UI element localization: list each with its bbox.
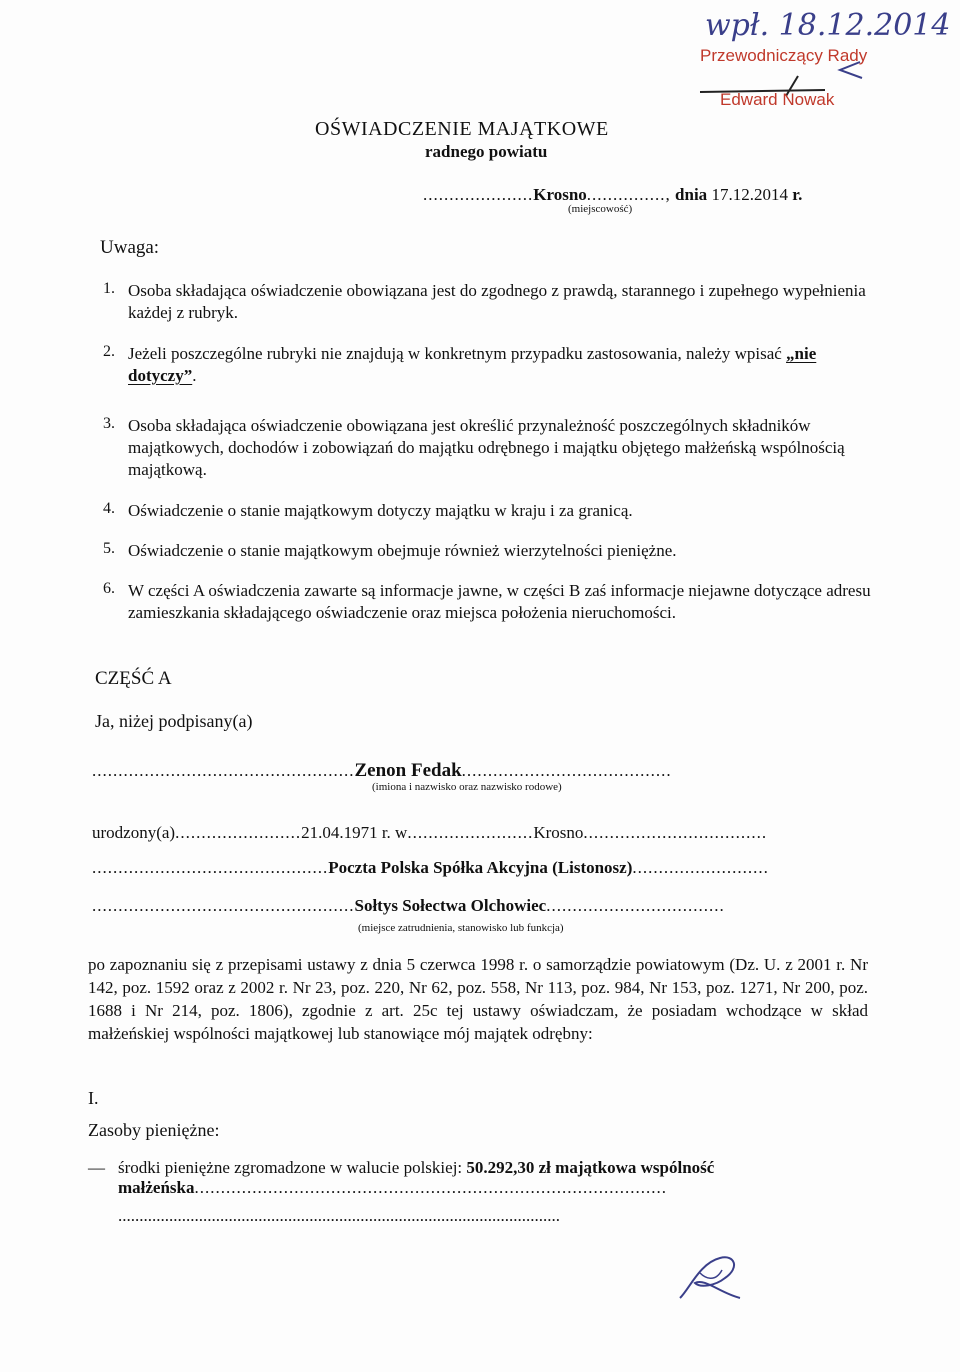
name-caption: (imiona i nazwisko oraz nazwisko rodowe) — [372, 781, 562, 793]
name-line — [92, 760, 672, 782]
born-label: urodzony(a) — [92, 823, 176, 842]
born-dots-2: ........................ — [407, 823, 534, 842]
place-value: Krosno — [533, 185, 587, 204]
date-value: 17.12.2014 — [711, 185, 788, 204]
note-2-text-end: . — [192, 366, 197, 385]
place-dots-after: ..............., — [586, 185, 671, 204]
initials-signature — [670, 1248, 750, 1313]
cash-dots-1: .......................................................................................... — [194, 1178, 667, 1197]
born-dots-3: ................................... — [583, 823, 768, 842]
employer-line — [92, 858, 769, 878]
cash-dots-line: ........................................................................................................ — [118, 1206, 560, 1225]
position-dots-before: .................................................. — [92, 896, 355, 915]
date-prefix: dnia — [675, 185, 708, 204]
place-caption: (miejscowość) — [568, 203, 633, 215]
legal-basis-text: po zapoznaniu się z przepisami ustawy z dnia 5 czerwca 1998 r. o samorządzie powiatowym (Dz. U. z 2001 r. Nr 142, poz. 1592 oraz z 2002 r. Nr 23, poz. 220, Nr 62, poz. 558, Nr 113, poz. 984, Nr 153, poz. 1271, Nr 200, poz. 1688 i Nr 214, poz. 1806), zgodnie z art. 25c tej ustawy oświadczam, że posiadam wchodzące w skład małżeńskiej wspólności majątkowej lub stanowiące mój majątek odrębny: — [88, 955, 868, 1043]
not-applicable-phrase: „nie dotyczy” — [128, 344, 817, 385]
handwritten-receipt-date: wpł. 18.12.2014 — [705, 8, 951, 43]
position-line — [92, 896, 725, 916]
date-suffix: r. — [792, 185, 803, 204]
born-in-label: r. w — [381, 823, 408, 842]
section-1-label: Zasoby pieniężne: — [88, 1120, 220, 1140]
birth-line — [92, 823, 767, 843]
name-dots-after: ........................................ — [461, 761, 672, 780]
note-3-text: Osoba składająca oświadczenie obowiązana jest określić przynależność poszczególnych składników majątkowych, dochodów i zobowiązań do majątku odrębnego i majątku objętego małżeńską wspólnością majątkową. — [128, 416, 845, 479]
note-3-number: 3. — [103, 415, 115, 432]
note-4-number: 4. — [103, 500, 115, 517]
note-5-number: 5. — [103, 540, 115, 557]
document-title: OŚWIADCZENIE MAJĄTKOWE — [315, 118, 609, 140]
position-value: Sołtys Sołectwa Olchowiec — [354, 896, 547, 915]
note-2-text-part: Jeżeli poszczególne rubryki nie znajdują w konkretnym przypadku zastosowania, należy wpisać — [128, 344, 787, 363]
note-2-text — [128, 343, 878, 387]
stamp-name: Edward Nowak — [720, 90, 835, 109]
document-subtitle: radnego powiatu — [425, 142, 548, 161]
employer-value: Poczta Polska Spółka Akcyjna (Listonosz) — [328, 858, 633, 877]
note-6-text: W części A oświadczenia zawarte są informacje jawne, w części B zaś informacje niejawne dotyczące adresu zamieszkania składającego oświadczenie oraz miejsca położenia nieruchomości. — [128, 581, 871, 622]
part-a-heading: CZĘŚĆ A — [95, 668, 172, 689]
note-2-number: 2. — [103, 343, 115, 360]
note-4-text: Oświadczenie o stanie majątkowym dotyczy majątku w kraju i za granicą. — [128, 501, 633, 520]
cash-line — [118, 1158, 714, 1178]
cash-dash: — — [88, 1158, 105, 1177]
stamp-title: Przewodniczący Rady — [700, 46, 868, 65]
cash-amount: 50.292,30 zł majątkowa wspólność — [466, 1158, 715, 1177]
cash-text: środki pieniężne zgromadzone w walucie polskiej: — [118, 1158, 463, 1177]
note-6-number: 6. — [103, 580, 115, 597]
declarant-name: Zenon Fedak — [354, 760, 462, 781]
place-date-line — [423, 185, 802, 205]
position-caption: (miejsce zatrudnienia, stanowisko lub funkcja) — [358, 922, 564, 934]
employer-dots-before: ............................................. — [92, 858, 329, 877]
employer-dots-after: .......................... — [632, 858, 769, 877]
notes-heading: Uwaga: — [100, 237, 160, 258]
birth-date: 21.04.1971 — [301, 823, 378, 842]
part-a-intro: Ja, niżej podpisany(a) — [95, 711, 253, 731]
note-1-text: Osoba składająca oświadczenie obowiązana jest do zgodnego z prawdą, starannego i zupełnego wypełnienia każdej z rubryk. — [128, 281, 866, 322]
note-1-number: 1. — [103, 280, 115, 297]
note-5-text: Oświadczenie o stanie majątkowym obejmuje również wierzytelności pieniężne. — [128, 541, 677, 560]
cash-amount-continuation: małżeńska — [118, 1178, 195, 1197]
cash-line-2 — [118, 1178, 667, 1198]
section-1-number: I. — [88, 1088, 99, 1108]
birth-place: Krosno — [533, 823, 584, 842]
position-dots-after: .................................. — [546, 896, 725, 915]
place-dots-before: ..................... — [423, 185, 534, 204]
name-dots-before: .................................................. — [92, 761, 355, 780]
born-dots-1: ........................ — [175, 823, 302, 842]
